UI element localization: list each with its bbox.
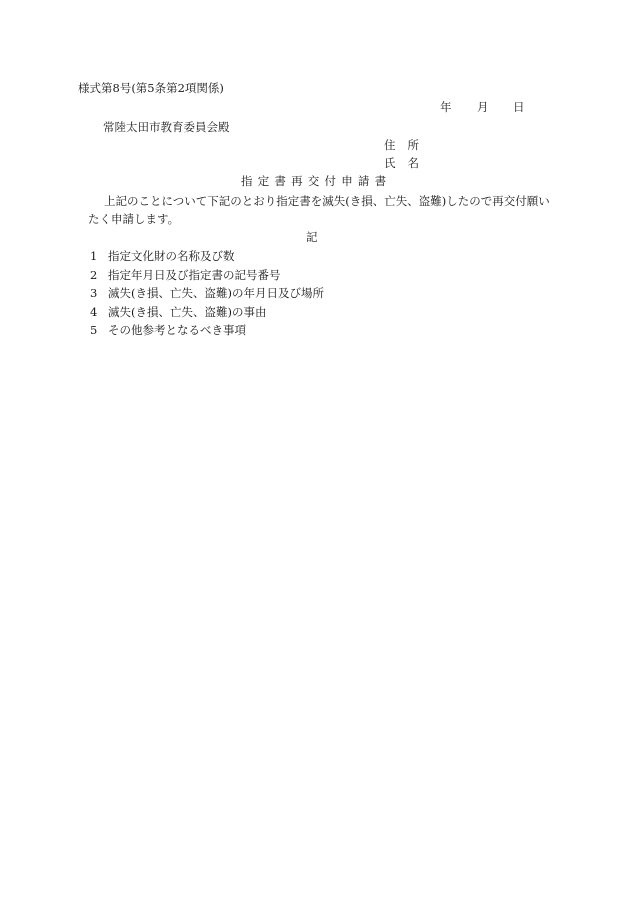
date-year-label: 年 xyxy=(440,100,452,114)
list-item xyxy=(90,286,324,305)
item-text: 滅失(き損、亡失、盗難)の年月日及び場所 xyxy=(108,286,324,300)
item-number: 2 xyxy=(90,267,98,282)
address-label: 住所 xyxy=(384,138,431,152)
item-list xyxy=(90,249,324,342)
item-text: 指定年月日及び指定書の記号番号 xyxy=(108,267,281,282)
name-row xyxy=(384,156,431,170)
ki-heading: 記 xyxy=(306,230,318,244)
item-text: 滅失(き損、亡失、盗難)の事由 xyxy=(108,304,267,319)
address-row xyxy=(384,138,431,152)
list-item xyxy=(90,268,324,287)
document-title: 指定書再交付申請書 xyxy=(241,174,392,188)
recipient: 常陸太田市教育委員会殿 xyxy=(103,120,230,134)
list-item xyxy=(90,305,324,324)
item-number: 3 xyxy=(90,286,98,300)
item-number: 1 xyxy=(90,249,98,263)
list-item xyxy=(90,249,324,268)
list-item xyxy=(90,323,324,342)
date-month-label: 月 xyxy=(477,100,489,114)
item-number: 5 xyxy=(90,323,98,337)
item-text: 指定文化財の名称及び数 xyxy=(108,249,235,263)
item-number: 4 xyxy=(90,304,98,319)
date-row xyxy=(440,100,525,114)
form-number: 様式第8号(第5条第2項関係) xyxy=(78,81,224,95)
item-text: その他参考となるべき事項 xyxy=(108,323,246,337)
name-label: 氏名 xyxy=(384,156,431,170)
body-text: 上記のことについて下記のとおり指定書を滅失(き損、亡失、盗難)したので再交付願いたく申請します。 xyxy=(88,194,550,226)
date-day-label: 日 xyxy=(513,100,525,114)
